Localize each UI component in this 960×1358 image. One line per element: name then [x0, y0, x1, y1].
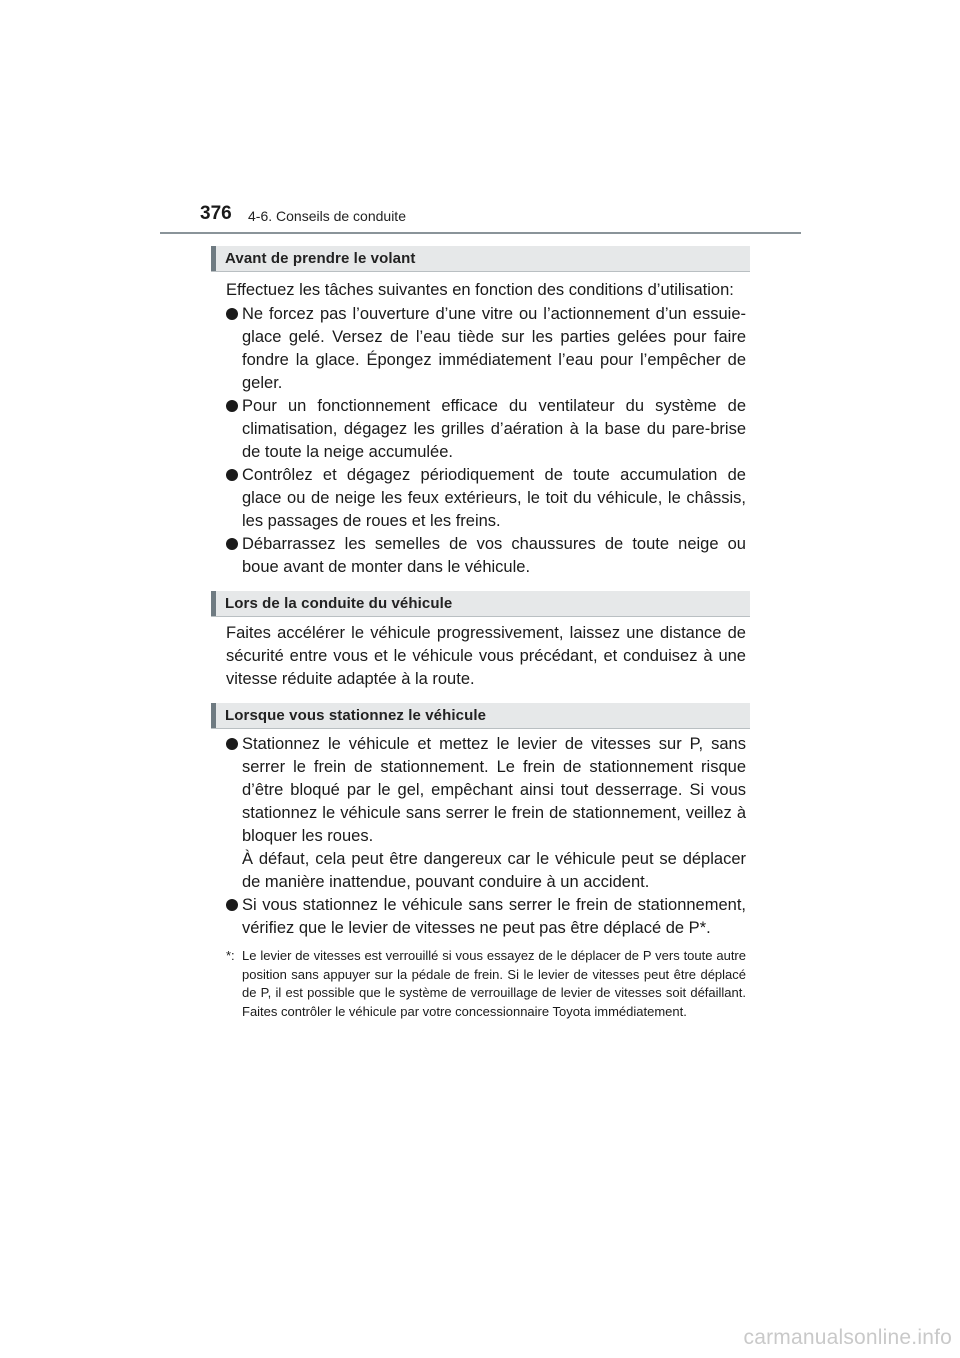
section-heading-text: Lorsque vous stationnez le véhicule [225, 707, 487, 724]
list-item-text: Stationnez le véhicule et mettez le levier de vitesses sur P, sans serrer le frein de stationnement. Le frein de stationnement risque d’être bloqué par le gel, empêchant ainsi tout desserrage. Si vous stationnez le véhicule sans serrer le frein de stationnement, veillez à bloquer les roues. [242, 735, 746, 845]
list-item-text: Ne forcez pas l’ouverture d’une vitre ou l’actionnement d’un essuie-glace gelé. Versez de l’eau tiède sur les parties gelées pour faire fondre la glace. Épongez immédiatement l’eau pour l’empêcher de geler. [242, 305, 746, 392]
list-item-text: Pour un fonctionnement efficace du ventilateur du système de climatisation, dégagez les grilles d’aération à la base du pare-brise de toute la neige accumulée. [242, 397, 746, 461]
list-item-text: Débarrassez les semelles de vos chaussures de toute neige ou boue avant de monter dans le véhicule. [242, 535, 746, 576]
section-heading-while-driving [211, 591, 750, 617]
heading-bar [211, 591, 216, 616]
list-item [226, 303, 746, 395]
list-item [226, 464, 746, 533]
section-heading-text: Avant de prendre le volant [225, 250, 416, 267]
footnote [226, 947, 746, 1021]
list-item-text: Contrôlez et dégagez périodiquement de toute accumulation de glace ou de neige les feux extérieurs, le toit du véhicule, le châssis, les passages de roues et les freins. [242, 466, 746, 530]
list-item [226, 733, 746, 894]
list-item-note: À défaut, cela peut être dangereux car le véhicule peut se déplacer de manière inattendue, pouvant conduire à un accident. [242, 850, 746, 891]
section-heading-when-parking [211, 703, 750, 729]
footnote-text: Le levier de vitesses est verrouillé si vous essayez de le déplacer de P vers toute autre position sans appuyer sur la pédale de frein. Si le levier de vitesses peut être déplacé de P, il est possible que le système de verrouillage de levier de vitesses soit défaillant. Faites contrôler le véhicule par votre concessionnaire Toyota immédiatement. [242, 948, 746, 1019]
bullet-icon [226, 899, 238, 911]
chapter-title: 4-6. Conseils de conduite [248, 208, 406, 224]
heading-bar [211, 246, 216, 271]
section-intro: Effectuez les tâches suivantes en fonction des conditions d’utilisation: [226, 281, 734, 299]
bullet-icon [226, 400, 238, 412]
section-paragraph: Faites accélérer le véhicule progressivement, laissez une distance de sécurité entre vous et le véhicule vous précédant, et conduisez à une vitesse réduite adaptée à la route. [226, 624, 746, 688]
watermark: carmanualsonline.info [743, 1326, 952, 1349]
footnote-marker: *: [226, 948, 235, 963]
bullet-icon [226, 469, 238, 481]
bullet-icon [226, 538, 238, 550]
page-number: 376 [200, 203, 232, 224]
list-item [226, 533, 746, 579]
section-heading-before-driving [211, 246, 750, 272]
list-item [226, 395, 746, 464]
bullet-icon [226, 308, 238, 320]
section-heading-text: Lors de la conduite du véhicule [225, 595, 453, 612]
bullet-icon [226, 738, 238, 750]
list-item-text: Si vous stationnez le véhicule sans serrer le frein de stationnement, vérifiez que le levier de vitesses ne peut pas être déplacé de P*. [242, 896, 746, 937]
heading-bar [211, 703, 216, 728]
header-rule [160, 232, 801, 234]
list-item [226, 894, 746, 940]
